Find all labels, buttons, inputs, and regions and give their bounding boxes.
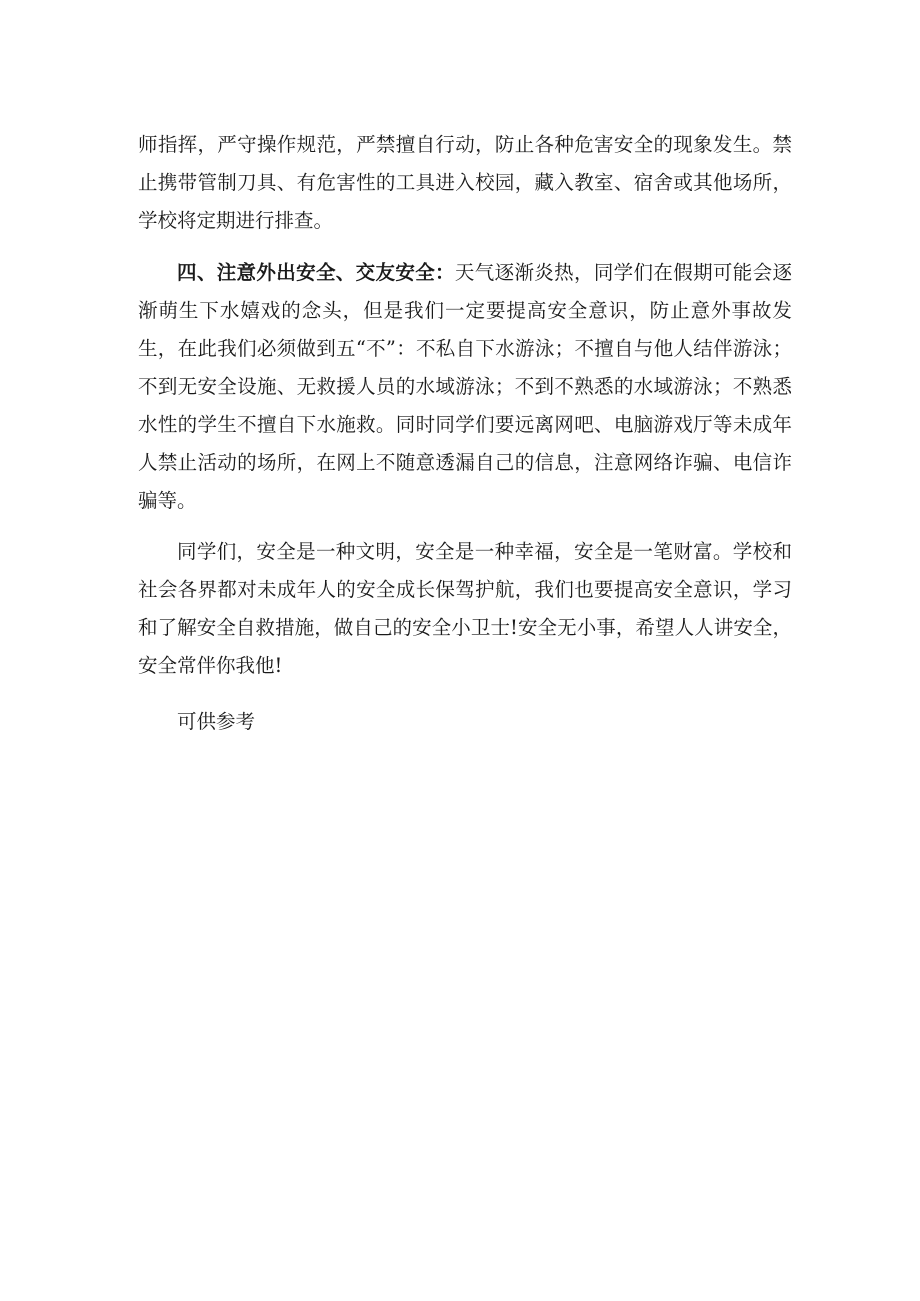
paragraph-outing-safety	[138, 254, 792, 520]
document-page	[138, 126, 792, 741]
paragraph-closing: 同学们，安全是一种文明，安全是一种幸福，安全是一笔财富。学校和社会各界都对未成年人的安全成长保驾护航，我们也要提高安全意识，学习和了解安全自救措施，做自己的安全小卫士!安全无小事，希望人人讲安全，安全常伴你我他!	[138, 540, 792, 677]
section-heading-outing-safety: 四、注意外出安全、交友安全：	[177, 261, 455, 284]
paragraph-lab-safety-continued: 师指挥，严守操作规范，严禁擅自行动，防止各种危害安全的现象发生。禁止携带管制刀具、有危害性的工具进入校园，藏入教室、宿舍或其他场所，学校将定期进行排查。	[138, 133, 792, 232]
paragraph-reference-note: 可供参考	[177, 710, 256, 733]
section-body-outing-safety: 天气逐渐炎热，同学们在假期可能会逐渐萌生下水嬉戏的念头，但是我们一定要提高安全意识，防止意外事故发生，在此我们必须做到五“不”：不私自下水游泳；不擅自与他人结伴游泳；不到无安全设施、无救援人员的水域游泳；不到不熟悉的水域游泳；不熟悉水性的学生不擅自下水施救。同时同学们要远离网吧、电脑游戏厅等未成年人禁止活动的场所，在网上不随意透漏自己的信息，注意网络诈骗、电信诈骗等。	[138, 261, 792, 512]
